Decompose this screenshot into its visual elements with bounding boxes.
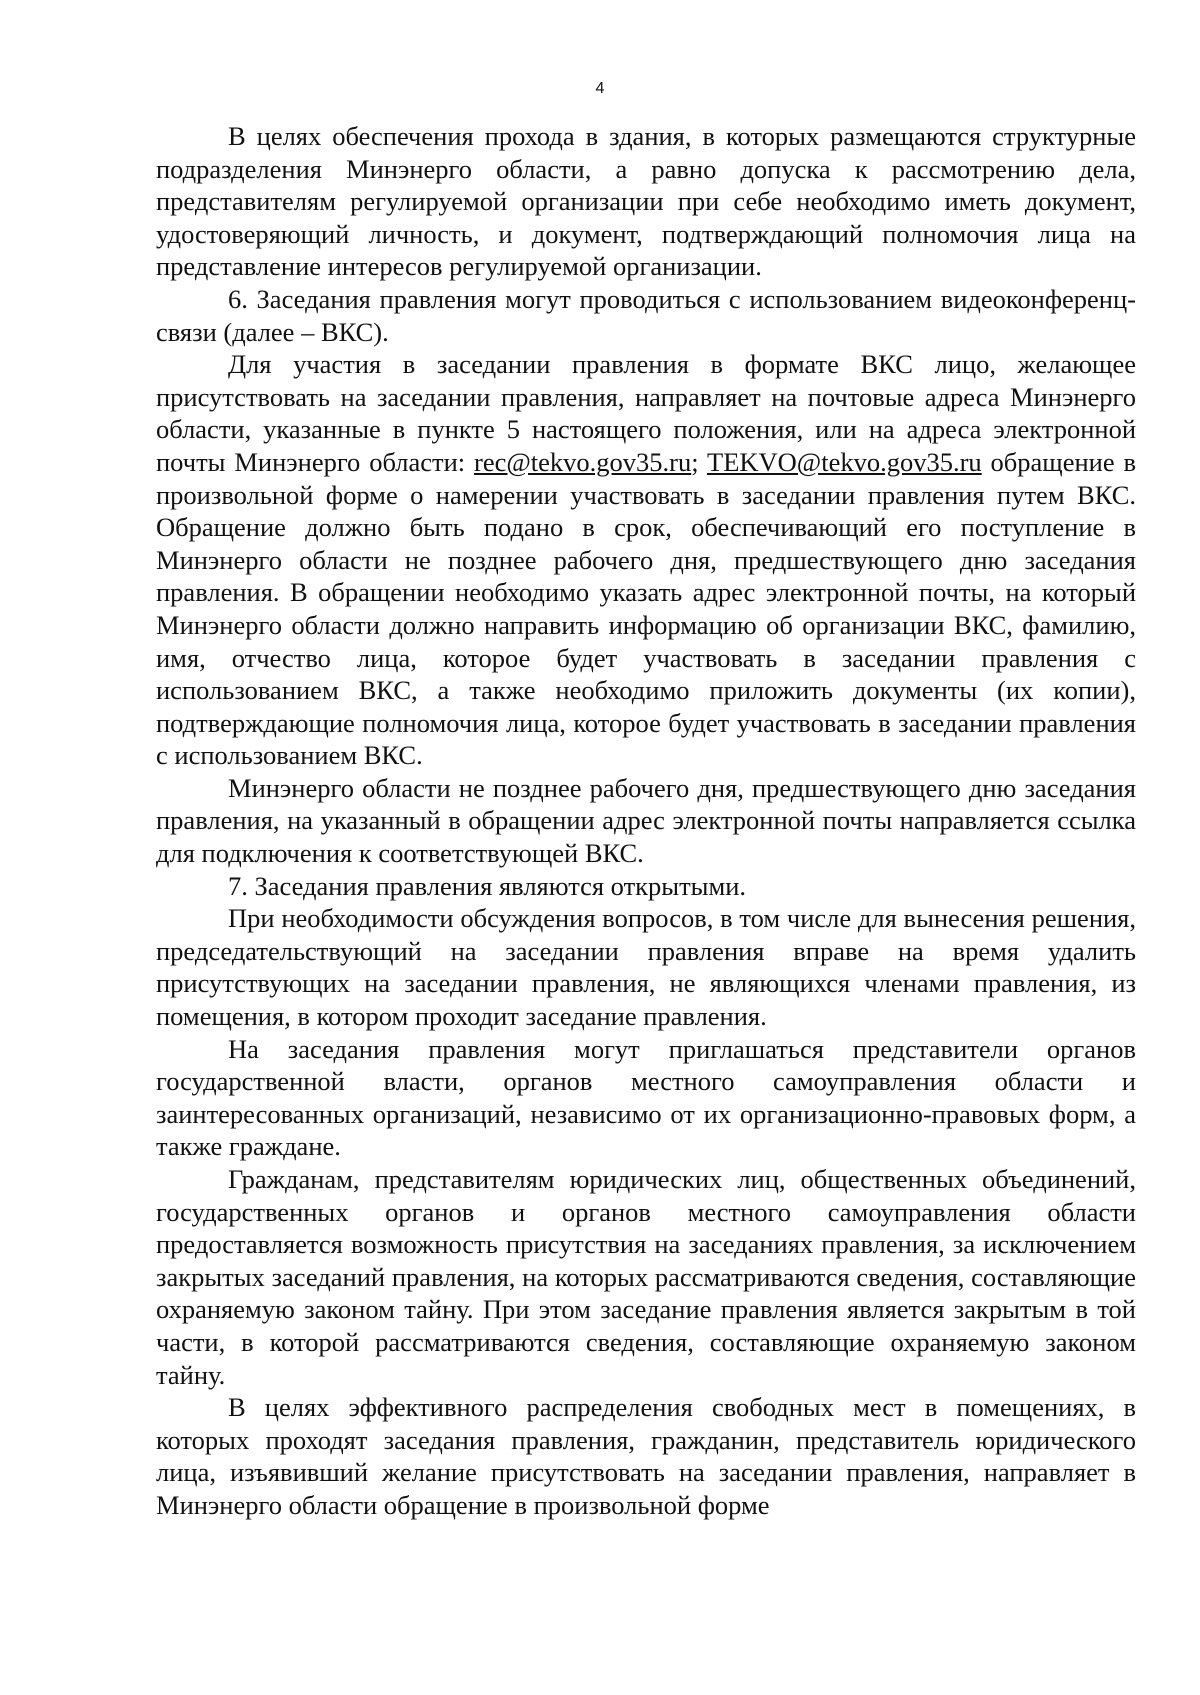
paragraph-text: обращение в произвольной форме о намерении участвовать в заседании правления путем ВКС. Обращение должно быть подано в срок, обеспечивающий его поступление в Минэнерго области не позднее рабочего дня, предшествующего дню заседания правления. В обращении необходимо указать адрес электронной почты, на который Минэнерго области должно направить информацию об организации ВКС, фамилию, имя, отчество лица, которое будет участвовать в заседании правления с использованием ВКС, а также необходимо приложить документы (их копии), подтверждающие полномочия лица, которое будет участвовать в заседании правления с использованием ВКС. (156, 446, 1136, 771)
paragraph-vks-participation (156, 348, 1136, 772)
document-body (156, 120, 1136, 1522)
paragraph-citizens-presence: Гражданам, представителям юридических лиц, общественных объединений, государственных органов и органов местного самоуправления области предоставляется возможность присутствия на заседаниях правления, за исключением закрытых заседаний правления, на которых рассматриваются сведения, составляющие охраняемую законом тайну. При этом заседание правления является закрытым в той части, в которой рассматриваются сведения, составляющие охраняемую законом тайну. (156, 1164, 1136, 1390)
paragraph-building-access: В целях обеспечения прохода в здания, в которых размещаются структурные подразделения Минэнерго области, а равно допуска к рассмотрению дела, представителям регулируемой организации при себе необходимо иметь документ, удостоверяющий личность, и документ, подтверждающий полномочия лица на представление интересов регулируемой организации. (156, 121, 1136, 282)
paragraph-item-7: 7. Заседания правления являются открытыми. (228, 870, 747, 901)
paragraph-invited-representatives: На заседания правления могут приглашаться представители органов государственной власти, органов местного самоуправления области и заинтересованных организаций, независимо от их организационно-правовых форм, а также граждане. (156, 1033, 1136, 1162)
paragraph-item-6: 6. Заседания правления могут проводиться с использованием видеоконференц-связи (далее – ВКС). (156, 283, 1136, 347)
paragraph-closed-discussion: При необходимости обсуждения вопросов, в том числе для вынесения решения, председательствующий на заседании правления вправе на время удалить присутствующих на заседании правления, не являющихся членами правления, из помещения, в котором проходит заседание правления. (156, 903, 1136, 1032)
email-link-tekvo[interactable]: TEKVO@tekvo.gov35.ru (707, 446, 982, 477)
paragraph-text: Для участия в заседании правления в формате ВКС лицо, желающее присутствовать на заседании правления, направляет на почтовые адреса Минэнерго области, указанные в пункте 5 настоящего положения, или на адреса электронной почты Минэнерго области: (156, 349, 1136, 477)
paragraph-seat-distribution: В целях эффективного распределения свободных мест в помещениях, в которых проходят заседания правления, гражданин, представитель юридического лица, изъявивший желание присутствовать на заседании правления, направляет в Минэнерго области обращение в произвольной форме (156, 1392, 1136, 1520)
page-number: 4 (595, 80, 605, 97)
email-link-rec[interactable]: rec@tekvo.gov35.ru (474, 446, 692, 477)
paragraph-vks-link: Минэнерго области не позднее рабочего дня, предшествующего дню заседания правления, на указанный в обращении адрес электронной почты направляется ссылка для подключения к соответствующей ВКС. (156, 772, 1136, 869)
separator: ; (691, 446, 708, 477)
